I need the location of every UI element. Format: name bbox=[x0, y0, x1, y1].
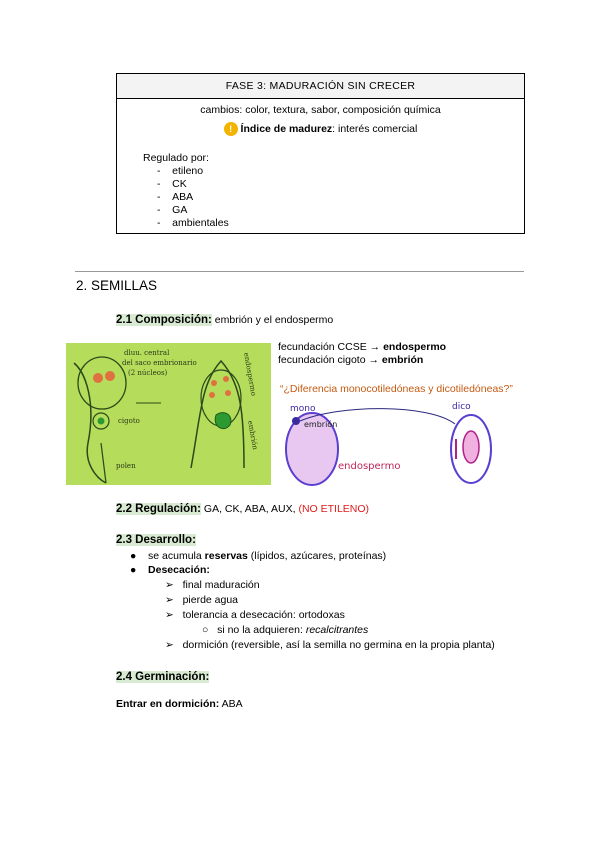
indice-label: Índice de madurez bbox=[240, 122, 333, 135]
sketch-note: cigoto bbox=[118, 417, 140, 425]
no-etileno: (NO ETILENO) bbox=[298, 503, 370, 515]
fase3-box bbox=[116, 73, 525, 234]
list-item: ○ si no la adquieren: recalcitrantes bbox=[202, 624, 369, 636]
sketch-note: endospermo bbox=[242, 351, 258, 397]
dico-label: dico bbox=[452, 402, 471, 412]
composicion-heading: 2.1 Composición: bbox=[116, 314, 212, 326]
composicion-text: embrión y el endospermo bbox=[211, 314, 334, 326]
sketch-note: embrión bbox=[246, 419, 260, 451]
list-item: - etileno bbox=[157, 165, 204, 177]
list-item: ➢ dormición (reversible, así la semilla no germina en la propia planta) bbox=[165, 639, 495, 651]
embrion-label: embrión bbox=[304, 420, 338, 429]
list-item: ● se acumula reservas (lípidos, azúcares, proteínas) bbox=[130, 550, 387, 562]
list-item: - ABA bbox=[157, 191, 194, 203]
regulacion-heading: 2.2 Regulación: bbox=[116, 503, 201, 515]
sketch-note: polen bbox=[116, 462, 136, 470]
section-title: 2. SEMILLAS bbox=[76, 278, 158, 293]
sketch-note: (2 núcleos) bbox=[128, 369, 168, 377]
mono-dico-drawing bbox=[280, 399, 497, 488]
fase3-cambios: cambios: color, textura, sabor, composición química bbox=[200, 104, 441, 116]
germinacion-heading-line bbox=[116, 667, 209, 685]
list-item: - CK bbox=[157, 178, 187, 190]
sketch-note: dluu. central bbox=[124, 349, 170, 357]
warning-icon: ! bbox=[224, 122, 238, 136]
composicion-line bbox=[116, 310, 333, 328]
indice-text: : interés comercial bbox=[332, 122, 418, 135]
list-item: ➢ tolerancia a desecación: ortodoxas bbox=[165, 609, 345, 621]
desarrollo-heading: 2.3 Desarrollo: bbox=[116, 534, 196, 546]
list-item: ➢ final maduración bbox=[165, 579, 260, 591]
list-item: - ambientales bbox=[157, 217, 229, 229]
regulado-list bbox=[157, 165, 229, 230]
list-item: ● Desecación: bbox=[130, 564, 210, 576]
regulado-label: Regulado por: bbox=[143, 152, 209, 164]
question-text: “¿Diferencia monocotiledóneas y dicotiledóneas?” bbox=[280, 383, 513, 395]
fase3-title: FASE 3: MADURACIÓN SIN CRECER bbox=[117, 74, 524, 99]
mono-label: mono bbox=[290, 404, 316, 414]
germinacion-heading: 2.4 Germinación: bbox=[116, 671, 210, 683]
seed-sketch-image bbox=[66, 343, 271, 485]
endospermo-label: endospermo bbox=[338, 461, 401, 472]
sketch-note: del saco embrionario bbox=[122, 359, 197, 367]
divider bbox=[75, 271, 524, 272]
fecundacion-cigoto: fecundación cigoto → embrión bbox=[278, 354, 424, 366]
fecundacion-ccse: fecundación CCSE → endospermo bbox=[278, 341, 447, 353]
list-item: ➢ pierde agua bbox=[165, 594, 239, 606]
entrar-dormicion: Entrar en dormición: ABA bbox=[116, 698, 243, 710]
fase3-indice bbox=[117, 122, 524, 136]
desarrollo-heading-line bbox=[116, 530, 196, 548]
list-item: - GA bbox=[157, 204, 188, 216]
regulacion-line: 2.2 Regulación: GA, CK, ABA, AUX, (NO ETILENO) bbox=[116, 503, 370, 515]
